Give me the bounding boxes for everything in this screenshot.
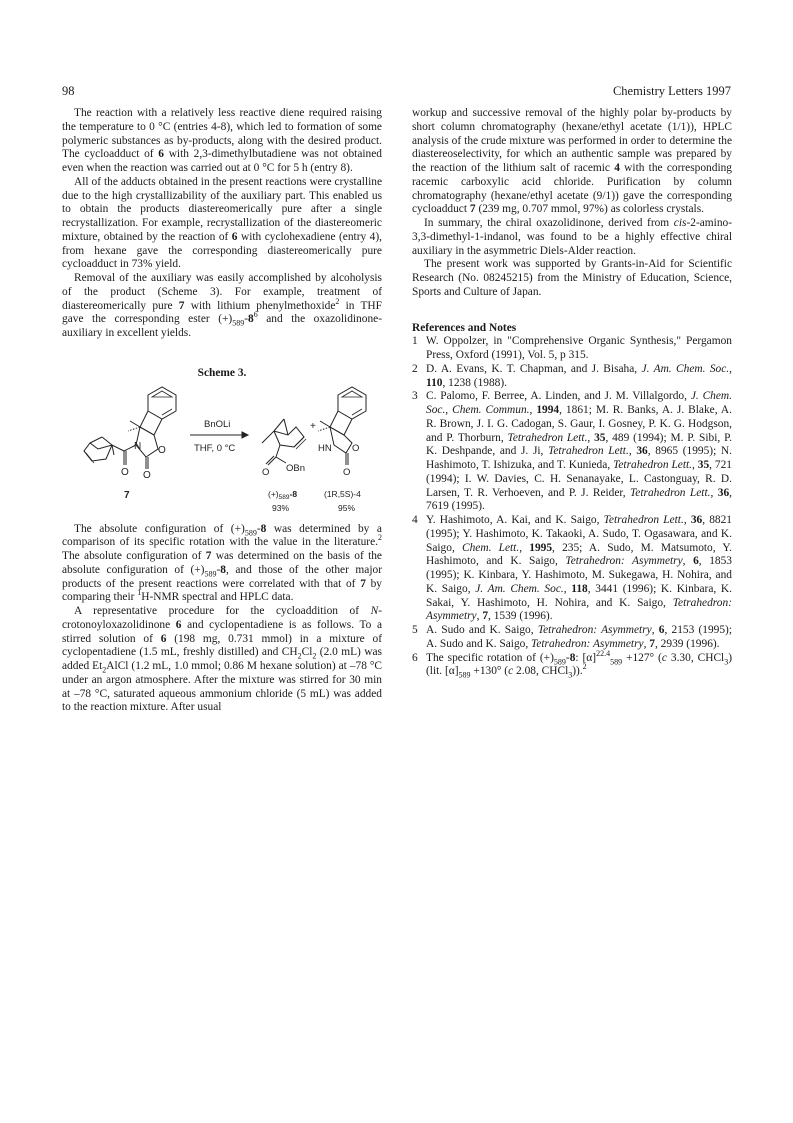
product-8-structure [262,419,306,465]
atom-o: O [352,442,360,454]
reference-item: 5 A. Sudo and K. Saigo, Tetrahedron: Asymmetry, 6, 2153 (1995); A. Sudo and K. Saigo, Tetrahedron: Asymmetry, 7, 2939 (1996). [412,624,733,650]
reference-item: 4 Y. Hashimoto, A. Kai, and K. Saigo, Tetrahedron Lett., 36, 8821 (1995); Y. Hashimoto, K. Takaoki, A. Sudo, T. Ogasawara, and K. Saigo, Chem. Lett., 1995, 235; A. Sudo, M. Matsumoto, Y. Hashimoto, and K. Saigo, Tetrahedron: Asymmetry, 6, 1853 (1995); K. Kinbara, Y. Hashimoto, M. Sukegawa, H. Nohira, and K. Saigo, J. Am. Chem. Soc., 118, 3441 (1996); K. Kinbara, K. Sakai, Y. Hashimoto, H. Nohira, and K. Saigo, Tetrahedron: Asymmetry, 7, 1539 (1996). [412,514,733,623]
paragraph: The present work was supported by Grants-in-Aid for Scientific Research (No. 08245215) from the Ministry of Education, Science, Sports and Culture of Japan. [412,258,732,298]
left-column [62,107,382,715]
compound-7-structure [84,387,176,469]
compound-7-label: 7 [124,489,130,501]
product-4-yield: 95% [338,502,356,513]
atom-o: O [143,469,151,481]
page-header [62,84,731,100]
paragraph: In summary, the chiral oxazolidinone, derived from cis-2-amino-3,3-dimethyl-1-indanol, was found to be a highly effective chiral auxiliary in the asymmetric Diels-Alder reaction. [412,217,732,257]
atom-hn: HN [318,442,332,454]
paragraph: All of the adducts obtained in the present reactions were crystalline due to the high crystallizability of the auxiliary part. This enabled us to obtain the products diastereomerically pure after a single recrystallization. For example, recrystallization of the diastereomeric mixture, obtained by the reaction of 6 with cyclohexadiene (entry 4), from hexane gave the corresponding diastereomerically pure cycloadduct in 73% yield. [62,175,382,271]
atom-n: N [134,440,142,452]
product-8-yield: 93% [272,502,290,513]
reference-item: 3 C. Palomo, F. Berree, A. Linden, and J. M. Villalgordo, J. Chem. Soc., Chem. Commun., 1994, 1861; M. R. Banks, A. J. Blake, A. R. Brown, J. I. G. Cadogan, S. Gaur, I. Gosney, P. K. G. Hodgson, and P. Thorburn, Tetrahedron Lett., 35, 489 (1994); M. P. Sibi, P. K. Deshpande, and J. Ji, Tetrahedron Lett., 36, 8965 (1995); N. Hashimoto, T. Ishizuka, and T. Kunieda, Tetrahedron Lett., 35, 721 (1994); I. W. Davies, C. H. Senanayake, L. Castonguay, R. D. Larsen, T. R. Verhoeven, and P. J. Reider, Tetrahedron Lett., 36, 7619 (1995). [412,390,733,513]
atom-o: O [158,444,166,456]
reference-item: 1 W. Oppolzer, in "Comprehensive Organic Synthesis," Pergamon Press, Oxford (1991), Vol. 5, p 315. [412,335,732,361]
product-4-label: (1R,5S)-4 [324,488,361,499]
reference-item: 2 D. A. Evans, K. T. Chapman, and J. Bisaha, J. Am. Chem. Soc., 110, 1238 (1988). [412,362,732,389]
scheme-title: Scheme 3. [197,366,247,379]
paragraph: The reaction with a relatively less reactive diene required raising the temperature to 0 °C (entries 4-8), which led to formation of some polymeric substances as by-products, along with the desired product. The cycloadduct of 6 with 2,3-dimethylbutadiene was not obtained even when the reaction was carried out at 0 °C for 5 h (entry 8). [62,107,382,174]
running-head: Chemistry Letters 1997 [612,84,731,98]
product-8-label: $(+)_{589}-8$ [268,488,298,501]
atom-o: O [262,466,270,478]
obn-label: OBn [286,462,306,474]
paragraph: The absolute configuration of $(+)_{589}-8$ was determined by a comparison of its specific rotation with the value in the literature.$^2$ The absolute configuration of 7 was determined on the basis of the absolute configuration of $(+)_{589}-8$, and those of the other major products of the present reactions were correlated with that of 7 by comparing their $^1$H-NMR spectral and HPLC data. [62,522,382,604]
conditions-label: THF, 0 °C [194,442,236,454]
paragraph: Removal of the auxiliary was easily accomplished by alcoholysis of the product (Scheme 3). For example, treatment of diastereomerically pure 7 with lithium phenylmethoxide$^2$ in THF gave the corresponding ester $(+)_{589}-8^6$ and the oxazolidinone-auxiliary in excellent yields. [62,272,382,339]
atom-o: O [121,466,129,478]
atom-o: O [343,466,351,478]
scheme-3-diagram [62,385,382,523]
plus-sign: + [310,420,316,432]
references-heading: References and Notes [412,321,517,334]
page-number: 98 [62,84,75,98]
paragraph: workup and successive removal of the highly polar by-products by short column chromatography (hexane/ethyl acetate (1/1)), HPLC analysis of the crude mixture was performed in order to determine the diastereoselectivity, for which an authentic sample was prepared by the reaction of the lithium salt of racemic 4 with the corresponding racemic carboxylic acid chloride. Purification by column chromatography (hexane/ethyl acetate (9/1)) gave the corresponding cycloadduct 7 (239 mg, 0.707 mmol, 97%) as colorless crystals. [412,107,733,216]
paragraph: A representative procedure for the cycloaddition of N-crotonoyloxazolidinone 6 and cyclopentadiene is as follows. To a stirred solution of 6 (198 mg, 0.731 mmol) in a mixture of cyclopentadiene (1.5 mL, freshly distilled) and $CH_2Cl_2$ (2.0 mL) was added $Et_2AlCl$ (1.2 mL, 1.0 mmol; 0.86 M hexane solution) at –78 °C under an argon atmosphere. After the mixture was stirred for 30 min at –78 °C, saturated aqueous ammonium chloride (5 mL) was added to the reaction mixture. After usual [62,605,383,714]
reagent-label: BnOLi [204,418,231,430]
right-column [412,107,732,679]
reference-item: 6 The specific rotation of $(+)_{589}-8$: $[\alpha]^{22.4}_{589} +127^\circ$ (c 3.30, CHCl$_3$) (lit. $[\alpha]_{589} +130^\circ$ (c 2.08, CHCl$_3$)).$^2$ [412,648,732,680]
